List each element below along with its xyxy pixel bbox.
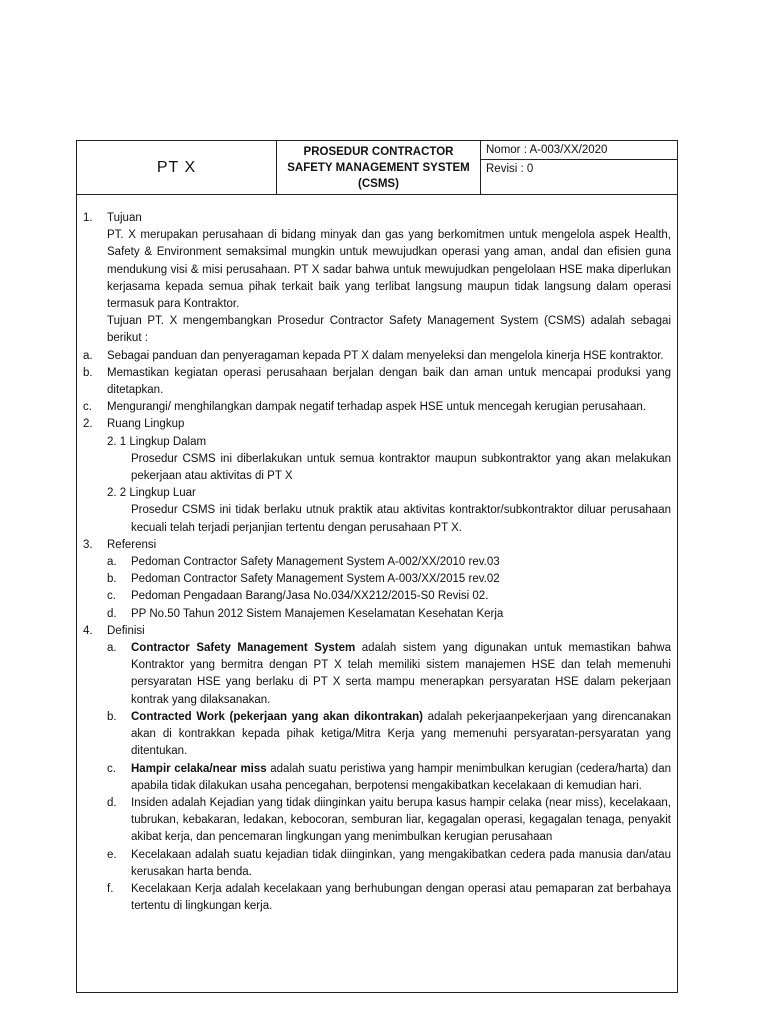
section-title: Definisi: [107, 624, 145, 637]
paragraph: Prosedur CSMS ini tidak berlaku utnuk praktik atau aktivitas kontraktor/subkontraktor diluar perusahaan kecuali telah terjadi perjanjian tertentu dengan perusahaan PT X.: [131, 504, 671, 534]
section-heading: [83, 537, 671, 554]
list-text: Memastikan kegiatan operasi perusahaan berjalan dengan baik dan aman untuk mencapai produksi yang ditetapkan.: [107, 366, 671, 397]
list-marker: c.: [83, 401, 92, 414]
section-title: Tujuan: [107, 212, 142, 224]
list-marker: c.: [107, 762, 116, 775]
list-text: PP No.50 Tahun 2012 Sistem Manajemen Keselamatan Kesehatan Kerja: [131, 607, 504, 620]
document-title: [277, 141, 481, 194]
definition-item: [107, 761, 671, 795]
list-marker: e.: [107, 848, 117, 861]
list-text: Sebagai panduan dan penyeragaman kepada PT X dalam menyeleksi dan mengelola kinerja HSE kontraktor.: [107, 349, 664, 362]
section-title: Referensi: [107, 538, 157, 551]
section-heading: [83, 210, 671, 227]
list-marker: d.: [107, 796, 117, 809]
definition-term: Contractor Safety Management System: [131, 642, 356, 655]
list-item: [83, 365, 671, 399]
list-marker: c.: [107, 590, 116, 603]
list-text: Mengurangi/ menghilangkan dampak negatif terhadap aspek HSE untuk mencegah kerugian perusahaan.: [107, 401, 646, 414]
definition-item: [107, 709, 671, 761]
list-text: Pedoman Contractor Safety Management System A-002/XX/2010 rev.03: [131, 556, 500, 569]
list-item: [107, 606, 671, 623]
title-line-3: (CSMS): [358, 177, 399, 190]
list-text: Pedoman Pengadaan Barang/Jasa No.034/XX212/2015-S0 Revisi 02.: [131, 590, 489, 603]
section-heading: [83, 623, 671, 640]
document-number: Nomor : A-003/XX/2020: [481, 141, 677, 160]
paragraph: Prosedur CSMS ini diberlakukan untuk semua kontraktor maupun subkontraktor yang akan melakukan pekerjaan atau aktivitas di PT X: [131, 452, 671, 483]
subsection-title: 2. 2 Lingkup Luar: [107, 487, 196, 500]
definition-text: Kecelakaan Kerja adalah kecelakaan yang berhubungan dengan operasi atau pemaparan zat berbahaya tertentu di lingkungan kerja.: [131, 882, 671, 913]
section-number: 4.: [83, 624, 93, 637]
document-meta: [481, 141, 677, 194]
definition-text: [131, 709, 671, 761]
list-item: [107, 571, 671, 588]
list-marker: b.: [83, 366, 93, 379]
section-title: Ruang Lingkup: [107, 418, 185, 431]
list-marker: a.: [107, 642, 117, 655]
definition-term: Hampir celaka/near miss: [131, 762, 267, 775]
definition-item: [107, 847, 671, 881]
list-item: [107, 588, 671, 605]
company-name: PT X: [77, 141, 277, 194]
definition-text: Kecelakaan adalah suatu kejadian tidak diinginkan, yang mengakibatkan cedera pada manusia dan/atau kerusakan harta benda.: [131, 848, 671, 878]
document-body: [83, 210, 671, 915]
title-line-1: PROSEDUR CONTRACTOR: [303, 145, 454, 158]
title-line-2: SAFETY MANAGEMENT SYSTEM: [287, 161, 470, 174]
section-number: 2.: [83, 418, 93, 431]
document-revision: Revisi : 0: [486, 163, 534, 175]
list-marker: b.: [107, 573, 117, 586]
paragraph: Tujuan PT. X mengembangkan Prosedur Contractor Safety Management System (CSMS) adalah sebagai berikut :: [107, 315, 671, 345]
definition-body: adalah sistem yang digunakan untuk memastikan bahwa Kontraktor yang bermitra dengan PT X telah memiliki sistem manajemen HSE dan telah memenuhi persyaratan HSE yang berlaku di PT X serta mampu menerapkan persyaratan HSE dalam pekerjaan kontrak yang dilaksanakan.: [131, 642, 671, 706]
definition-text: [131, 761, 671, 795]
document-header: [77, 141, 677, 195]
section-number: 1.: [83, 212, 93, 224]
list-marker: a.: [107, 556, 117, 569]
definition-term: Contracted Work (pekerjaan yang akan dikontrakan): [131, 710, 423, 723]
subsection-title: 2. 1 Lingkup Dalam: [107, 435, 207, 448]
definition-item: [107, 795, 671, 847]
section-heading: [83, 416, 671, 433]
definition-item: [107, 881, 671, 915]
definition-item: [107, 640, 671, 709]
list-marker: a.: [83, 349, 93, 362]
list-marker: f.: [107, 882, 114, 895]
definition-body: adalah suatu peristiwa yang hampir menimbulkan kerugian (cedera/harta) dan apabila tidak dilakukan usaha pencegahan, berpotensi mengakibatkan kecelakaan di kemudian hari.: [131, 762, 671, 792]
list-marker: b.: [107, 710, 117, 723]
list-item: [83, 348, 671, 365]
list-item: [83, 399, 671, 416]
definition-text: Insiden adalah Kejadian yang tidak diinginkan yaitu berupa kasus hampir celaka (near miss), kecelakaan, tubrukan, kebakaran, ledakan, kebocoran, semburan liar, kegagalan operasi, kegagalan tenaga, penyakit akibat kerja, dan pencemaran lingkungan yang menimbulkan kerugian perusahaan: [131, 796, 671, 844]
list-text: Pedoman Contractor Safety Management System A-003/XX/2015 rev.02: [131, 573, 500, 586]
list-item: [107, 554, 671, 571]
section-number: 3.: [83, 538, 93, 551]
list-marker: d.: [107, 607, 117, 620]
document-page: [76, 140, 678, 993]
definition-text: [131, 640, 671, 709]
definition-body: adalah pekerjaanpekerjaan yang direncanakan akan di kontrakkan kepada pihak ketiga/Mitra Kerja yang memenuhi persyaratan-persyaratan yang ditentukan.: [131, 710, 672, 758]
paragraph: PT. X merupakan perusahaan di bidang minyak dan gas yang berkomitmen untuk mengelola aspek Health, Safety & Environment semaksimal mungkin untuk mewujudkan operasi yang aman, andal dan efisien guna mendukung visi & misi perusahaan. PT X sadar bahwa untuk mewujudkan pengelolaan HSE maka diperlukan kerjasama kepada semua pihak terkait baik yang terlibat langsung maupun tidak langsung dalam operasi termasuk para Kontraktor.: [107, 229, 671, 311]
